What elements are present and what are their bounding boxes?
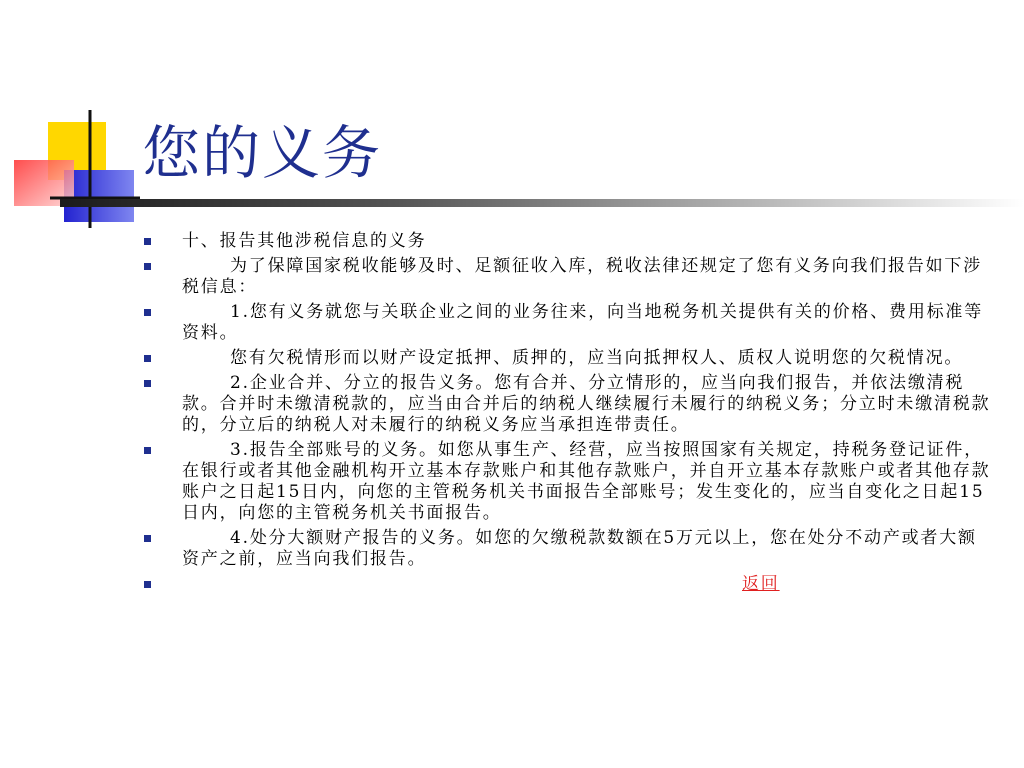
list-item — [142, 528, 992, 570]
item-text: 十、报告其他涉税信息的义务 — [182, 231, 427, 251]
bullet-list — [142, 231, 992, 599]
list-item — [142, 302, 992, 344]
list-item-back — [142, 574, 992, 595]
bullet-icon — [144, 380, 151, 387]
list-item — [142, 373, 992, 436]
bullet-icon — [144, 535, 151, 542]
bullet-icon — [144, 309, 151, 316]
list-item — [142, 256, 992, 298]
item-text: 为了保障国家税收能够及时、足额征收入库，税收法律还规定了您有义务向我们报告如下涉税信息： — [182, 256, 982, 297]
title-divider — [60, 199, 1024, 207]
bullet-icon — [144, 263, 151, 270]
bullet-icon — [144, 581, 151, 588]
bullet-icon — [144, 238, 151, 245]
bullet-icon — [144, 355, 151, 362]
slide-title: 您的义务 — [142, 119, 383, 187]
item-text: 3.报告全部账号的义务。如您从事生产、经营，应当按照国家有关规定，持税务登记证件，在银行或者其他金融机构开立基本存款账户和其他存款账户，并自开立基本存款账户或者其他存款账户之日起15日内，向您的主管税务机关书面报告全部账号；发生变化的，应当自变化之日起15日内，向您的主管税务机关书面报告。 — [182, 440, 991, 523]
back-link[interactable]: 返回 — [742, 574, 780, 594]
list-item — [142, 231, 992, 252]
logo-blue-square — [64, 170, 134, 222]
item-text: 4.处分大额财产报告的义务。如您的欠缴税款数额在5万元以上，您在处分不动产或者大额资产之前，应当向我们报告。 — [182, 528, 977, 569]
item-text: 1.您有义务就您与关联企业之间的业务往来，向当地税务机关提供有关的价格、费用标准等资料。 — [182, 302, 984, 343]
list-item — [142, 440, 992, 524]
item-text: 您有欠税情形而以财产设定抵押、质押的，应当向抵押权人、质权人说明您的欠税情况。 — [230, 348, 964, 368]
bullet-icon — [144, 447, 151, 454]
list-item — [142, 348, 992, 369]
item-text: 2.企业合并、分立的报告义务。您有合并、分立情形的，应当向我们报告，并依法缴清税款。合并时未缴清税款的，应当由合并后的纳税人继续履行未履行的纳税义务；分立时未缴清税款的，分立后的纳税人对未履行的纳税义务应当承担连带责任。 — [182, 373, 991, 435]
